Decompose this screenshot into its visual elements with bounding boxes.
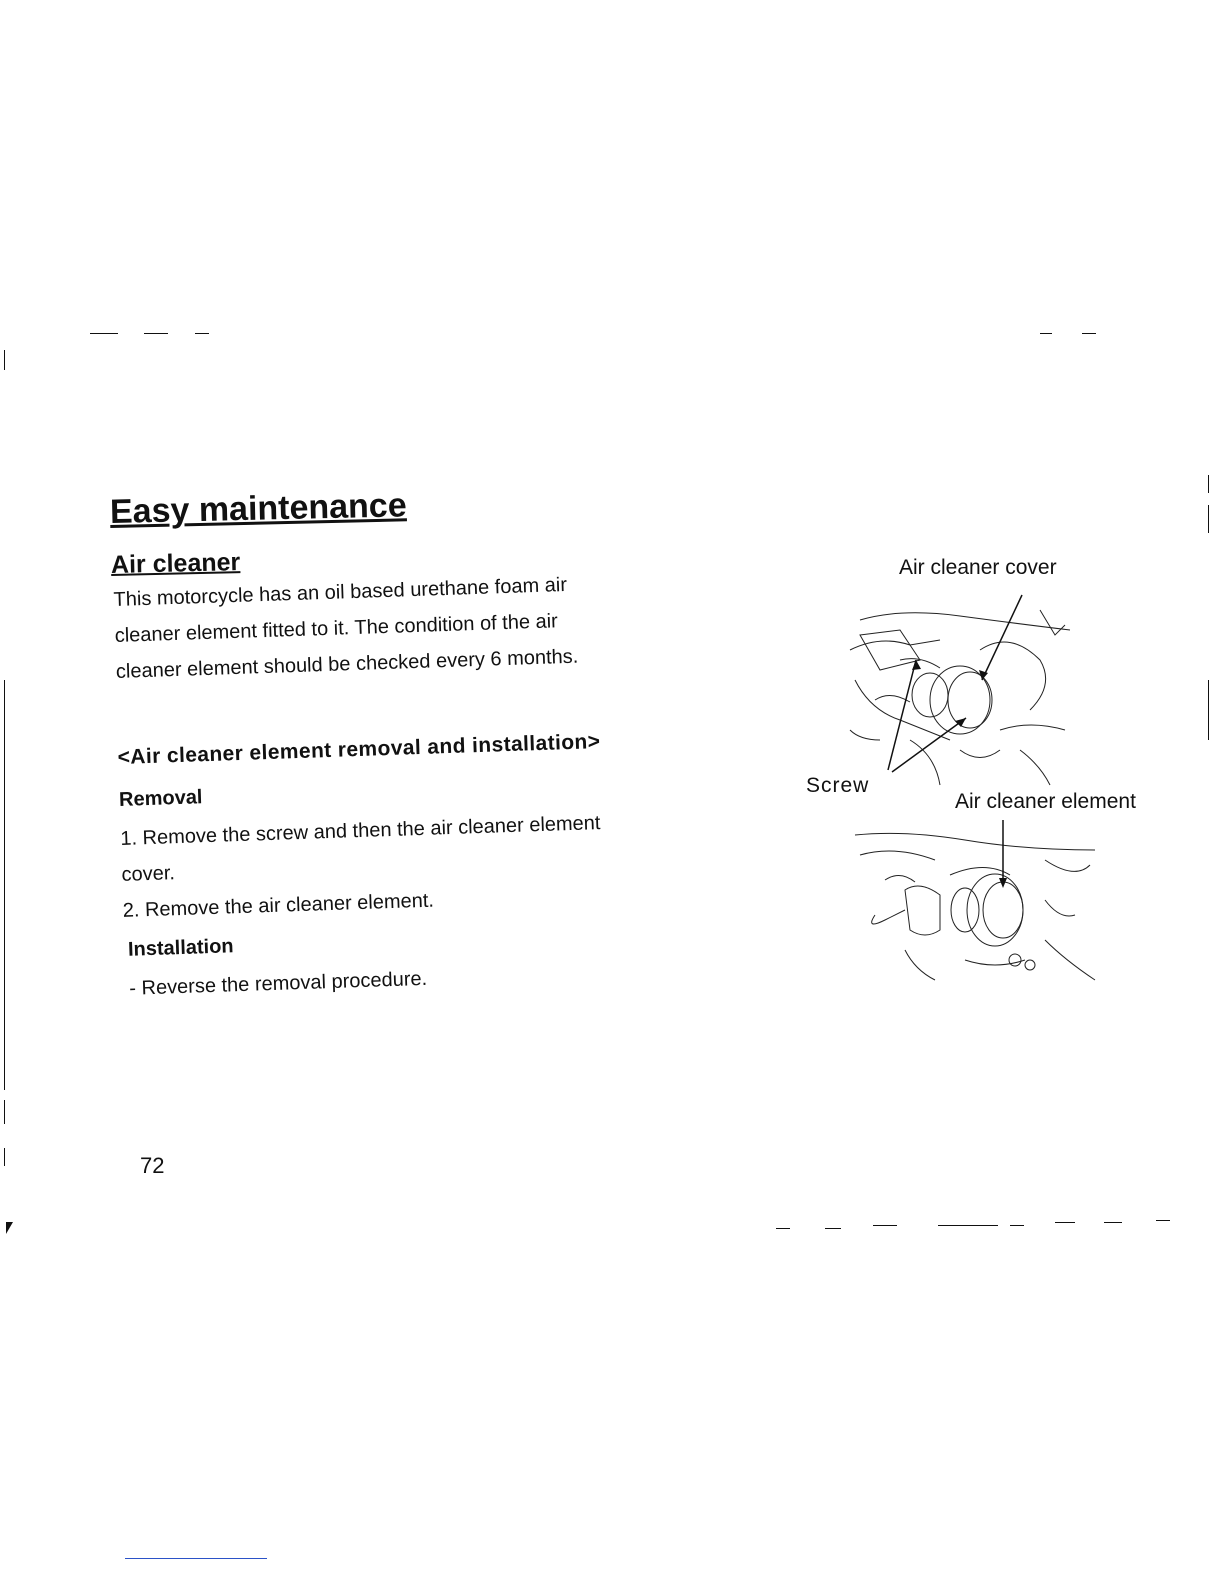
section-title: Air cleaner [110,548,241,579]
removal-step: 2. Remove the air cleaner element. [122,889,435,922]
crop-mark-bottom-8 [1156,1220,1170,1221]
page-title: Easy maintenance [109,486,408,531]
crop-mark-bottom-5 [1010,1225,1024,1226]
scan-edge-right-3 [1208,680,1209,740]
label-air-cleaner-element: Air cleaner element [955,790,1136,813]
removal-step: 1. Remove the screw and then the air cleaner element [120,812,601,850]
crop-mark-bottom-1 [776,1228,790,1229]
scan-edge-left-top [4,350,5,370]
crop-mark-top-left-3 [195,333,209,334]
corner-mark [6,1222,13,1234]
label-screw: Screw [806,774,870,797]
crop-mark-top-right-2 [1082,333,1096,334]
page-number: 72 [140,1153,165,1178]
removal-step: cover. [121,862,176,886]
scan-edge-right-1 [1208,475,1209,493]
crop-mark-top-left-1 [90,333,118,334]
intro-line: This motorcycle has an oil based urethane foam air [113,573,568,611]
procedure-heading: <Air cleaner element removal and installation> [117,729,601,769]
crop-mark-top-left-2 [144,333,168,334]
crop-mark-bottom-4 [938,1225,998,1226]
crop-mark-bottom-6 [1055,1222,1075,1223]
air-cleaner-element-illustration [845,820,1105,990]
crop-mark-bottom-7 [1104,1222,1122,1223]
air-cleaner-cover-illustration [840,590,1080,790]
crop-mark-top-right-1 [1040,333,1052,334]
installation-step: - Reverse the removal procedure. [128,967,428,1000]
installation-heading: Installation [127,935,234,961]
removal-heading: Removal [118,786,203,811]
scan-edge-right-2 [1208,505,1209,533]
scan-edge-left-low-1 [4,1100,5,1124]
crop-mark-bottom-3 [873,1225,897,1226]
bottom-blue-rule [125,1558,267,1559]
scan-edge-left-low-2 [4,1148,5,1166]
procedure-block [117,716,746,1006]
crop-mark-bottom-2 [825,1228,841,1229]
intro-line: cleaner element should be checked every 6 months. [115,645,579,683]
label-air-cleaner-cover: Air cleaner cover [899,556,1057,579]
scan-edge-left-mid [4,680,5,1090]
intro-paragraph [113,561,736,689]
intro-line: cleaner element fitted to it. The condition of the air [114,610,559,647]
